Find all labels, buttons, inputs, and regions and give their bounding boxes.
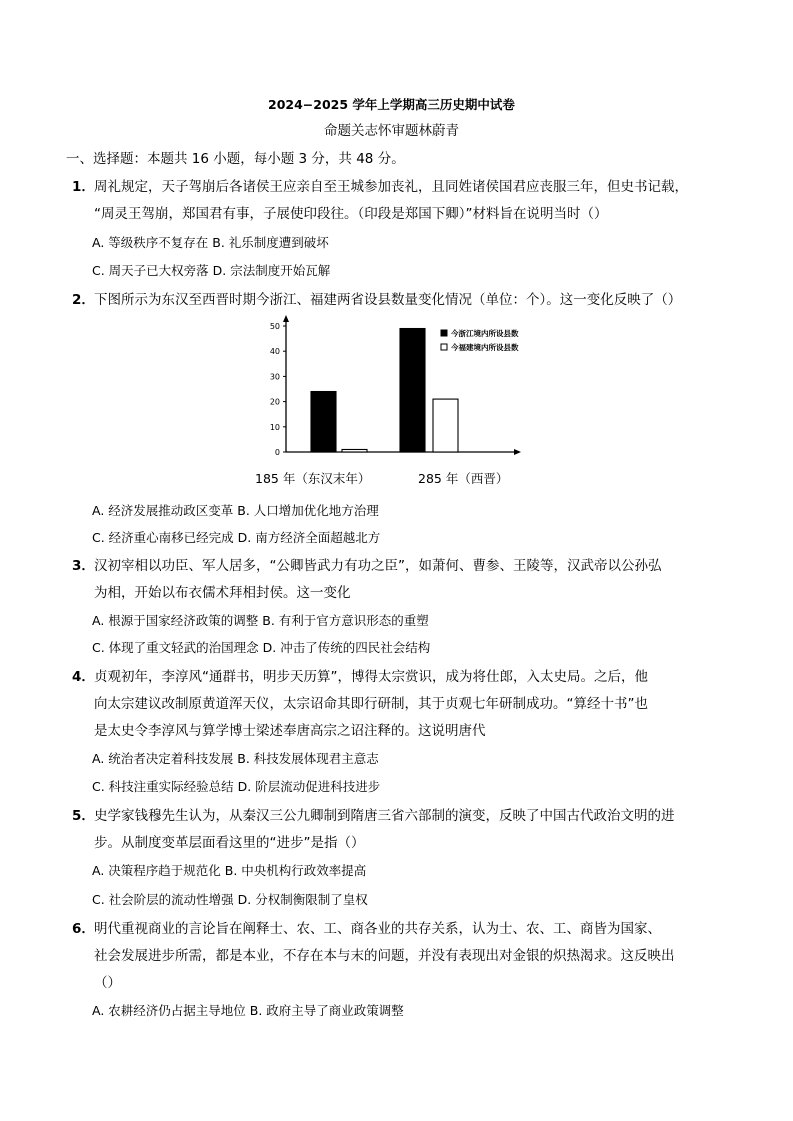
question-text-line: 贞观初年，李淳风“通群书，明步天历算”，博得太宗赏识，成为将仕郎，入太史局。之后，他	[94, 669, 648, 685]
option-row[interactable]: C. 社会阶层的流动性增强 D. 分权制衡限制了皇权	[92, 892, 368, 907]
question-text-line: 为相，开始以布衣儒术拜相封侯。这一变化	[94, 585, 351, 601]
y-tick-label: 50	[269, 322, 280, 331]
bar	[342, 449, 367, 452]
option-row[interactable]: A. 决策程序趋于规范化 B. 中央机构行政效率提高	[92, 863, 367, 878]
question-text-line: 明代重视商业的言论旨在阐释士、农、工、商各业的共存关系，认为士、农、工、商皆为国家、	[94, 921, 661, 937]
option-row[interactable]: C. 周天子已大权旁落 D. 宗法制度开始瓦解	[92, 263, 331, 278]
question-text-line: 社会发展进步所需，都是本业，不存在本与末的问题，并没有表现出对金银的炽热渴求。这反映出	[94, 948, 675, 964]
question-number: 3．	[72, 558, 95, 574]
option-row[interactable]: A. 农耕经济仍占据主导地位 B. 政府主导了商业政策调整	[92, 1003, 404, 1018]
option-row[interactable]: A. 统治者决定着科技发展 B. 科技发展体现君主意志	[92, 751, 379, 766]
section-heading: 一、选择题：本题共 16 小题，每小题 3 分，共 48 分。	[66, 151, 405, 167]
question-number: 2．	[72, 292, 95, 308]
question-number: 4．	[72, 669, 95, 685]
y-tick-label: 40	[269, 347, 280, 357]
question-text-line: 下图所示为东汉至西晋时期今浙江、福建两省设县数量变化情况（单位：个）。这一变化反映了（）	[94, 292, 682, 308]
question-number: 5．	[72, 808, 95, 824]
legend-swatch	[441, 330, 447, 336]
option-row[interactable]: A. 根源于国家经济政策的调整 B. 有利于官方意识形态的重塑	[92, 613, 429, 628]
question-text-line: （）	[94, 975, 121, 991]
bar	[311, 392, 336, 452]
exam-title: 2024−2025 学年上学期高三历史期中试卷	[268, 97, 515, 112]
option-row[interactable]: A. 等级秩序不复存在 B. 礼乐制度遭到破坏	[92, 235, 329, 250]
legend-swatch	[441, 344, 447, 350]
option-row[interactable]: C. 体现了重文轻武的治国理念 D. 冲击了传统的四民社会结构	[92, 640, 431, 655]
y-tick-label: 20	[269, 397, 280, 407]
option-row[interactable]: A. 经济发展推动政区变革 B. 人口增加优化地方治理	[92, 503, 379, 518]
y-tick-label: 10	[269, 422, 280, 432]
question-text-line: 是太史令李淳风与算学博士梁述奉唐高宗之诏注释的。这说明唐代	[94, 723, 486, 739]
category-label: 285 年（西晋）	[418, 471, 509, 486]
y-axis-arrow	[283, 315, 289, 322]
question-text-line: 史学家钱穆先生认为，从秦汉三公九卿制到隋唐三省六部制的演变，反映了中国古代政治文明的进	[94, 808, 675, 824]
y-tick-label: 30	[269, 372, 280, 382]
exam-authors: 命题关志怀审题林蔚青	[324, 123, 459, 139]
question-text-line: 向太宗建议改制原黄道浑天仪，太宗诏命其即行研制，其于贞观七年研制成功。“算经十书”也	[94, 696, 648, 712]
question-text-line: 周礼规定，天子驾崩后各诸侯王应亲自至王城参加丧礼，且同姓诸侯国君应丧服三年，但史书记载，	[94, 179, 688, 195]
bar	[433, 399, 458, 452]
county-count-bar-chart	[255, 312, 535, 460]
category-label: 185 年（东汉末年）	[255, 471, 371, 486]
option-row[interactable]: C. 经济重心南移已经完成 D. 南方经济全面超越北方	[92, 530, 381, 545]
option-row[interactable]: C. 科技注重实际经验总结 D. 阶层流动促进科技进步	[92, 779, 381, 794]
question-text-line: “周灵王驾崩，郑国君有事，子展使印段往。（印段是郑国下卿）”材料旨在说明当时（）	[94, 206, 608, 222]
question-number: 1．	[72, 179, 95, 195]
y-tick-label: 0	[274, 448, 280, 457]
question-number: 6．	[72, 921, 95, 937]
legend-label: 今福建境内所设县数	[451, 343, 519, 352]
question-text-line: 步。从制度变革层面看这里的“进步”是指（）	[94, 835, 365, 851]
x-axis-arrow	[514, 449, 521, 455]
legend-label: 今浙江境内所设县数	[451, 329, 519, 338]
bar	[400, 329, 425, 452]
question-text-line: 汉初宰相以功臣、军人居多，“公卿皆武力有功之臣”，如萧何、曹参、王陵等，汉武帝以公孙弘	[94, 558, 662, 574]
